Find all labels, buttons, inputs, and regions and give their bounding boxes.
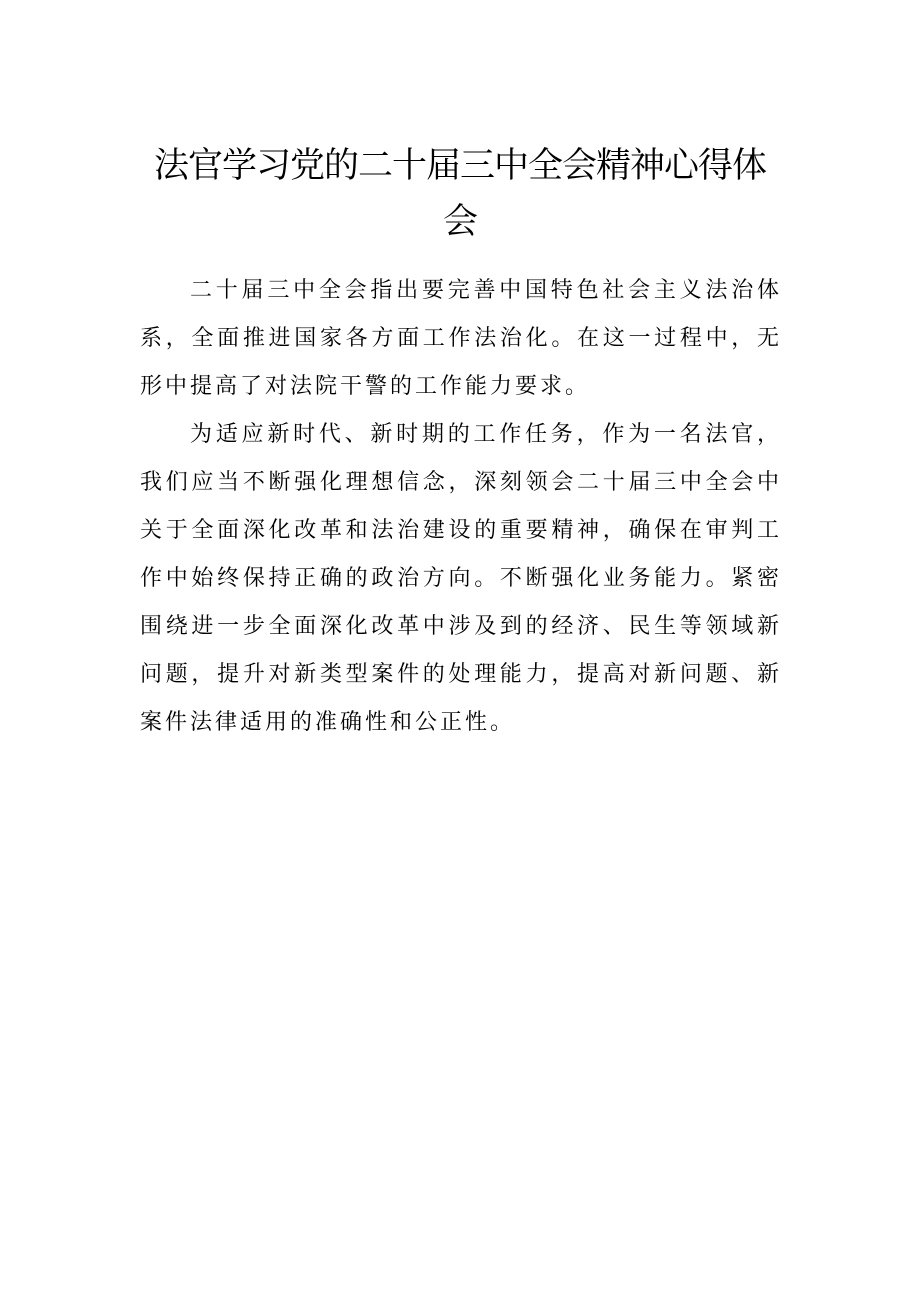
document-body (140, 267, 782, 747)
document-title-line-2: 会 (442, 202, 477, 242)
paragraph-2: 为适应新时代、新时期的工作任务，作为一名法官，我们应当不断强化理想信念，深刻领会二十届三中全会中关于全面深化改革和法治建设的重要精神，确保在审判工作中始终保持正确的政治方向。不断强化业务能力。紧密围绕进一步全面深化改革中涉及到的经济、民生等领域新问题，提升对新类型案件的处理能力，提高对新问题、新案件法律适用的准确性和公正性。 (140, 422, 782, 735)
paragraph-1: 二十届三中全会指出要完善中国特色社会主义法治体系，全面推进国家各方面工作法治化。在这一过程中，无形中提高了对法院干警的工作能力要求。 (140, 278, 782, 399)
document-title (140, 138, 780, 250)
document-title-line-1: 法官学习党的二十届三中全会精神心得体 (153, 146, 766, 186)
